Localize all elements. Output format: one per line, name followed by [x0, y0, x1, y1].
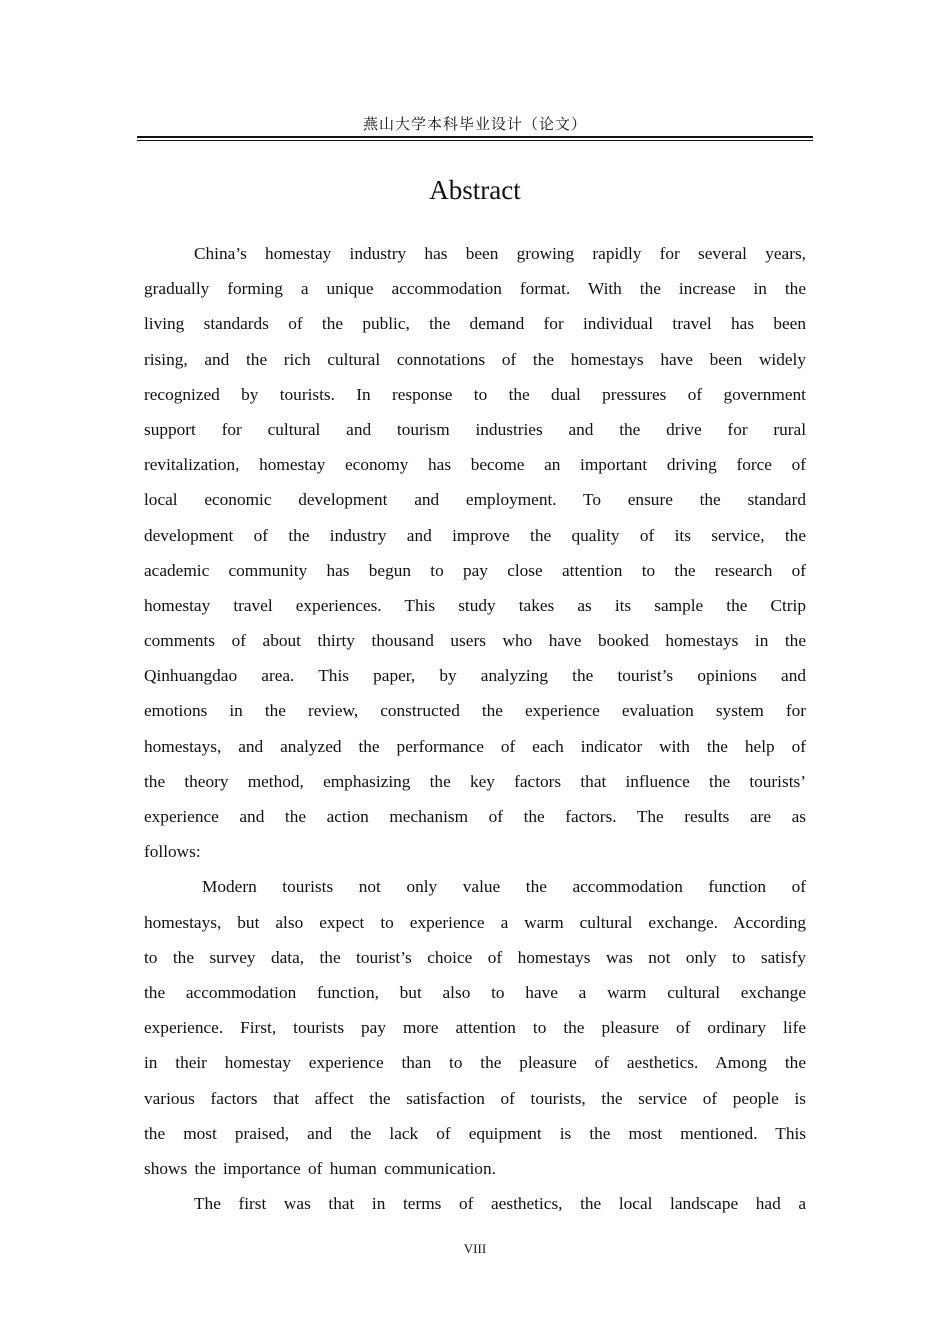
- text-line: homestay travel experiences. This study takes as its sample the Ctrip: [144, 595, 806, 615]
- text-line: experience. First, tourists pay more attention to the pleasure of ordinary life: [144, 1018, 806, 1038]
- header-rule: [137, 136, 813, 138]
- text-line: development of the industry and improve the quality of its service, the: [144, 525, 806, 545]
- text-line: to the survey data, the tourist’s choice of homestays was not only to satisfy: [144, 947, 806, 967]
- text-line: support for cultural and tourism industries and the drive for rural: [144, 419, 806, 439]
- text-line: comments of about thirty thousand users who have booked homestays in the: [144, 631, 806, 651]
- paragraph: [144, 236, 806, 869]
- text-line: gradually forming a unique accommodation format. With the increase in the: [144, 279, 806, 299]
- text-line: local economic development and employment. To ensure the standard: [144, 490, 806, 510]
- text-line: the theory method, emphasizing the key factors that influence the tourists’: [144, 771, 806, 791]
- text-line: in their homestay experience than to the pleasure of aesthetics. Among the: [144, 1053, 806, 1073]
- text-line: homestays, but also expect to experience a warm cultural exchange. According: [144, 912, 806, 932]
- header-rule-thin: [137, 140, 813, 141]
- text-line: living standards of the public, the demand for individual travel has been: [144, 314, 806, 334]
- text-line: experience and the action mechanism of the factors. The results are as: [144, 807, 806, 826]
- text-line: revitalization, homestay economy has become an important driving force of: [144, 455, 806, 475]
- page-title: Abstract: [429, 175, 521, 205]
- text-line: shows the importance of human communication.: [144, 1158, 496, 1178]
- paragraph: [144, 1186, 806, 1221]
- text-line: homestays, and analyzed the performance of each indicator with the help of: [144, 736, 806, 756]
- text-line: the most praised, and the lack of equipment is the most mentioned. This: [144, 1123, 806, 1143]
- abstract-body: [144, 236, 806, 1221]
- paragraph: [144, 869, 806, 1186]
- text-line: the accommodation function, but also to have a warm cultural exchange: [144, 982, 806, 1002]
- page-number: VIII: [463, 1241, 487, 1256]
- text-line: recognized by tourists. In response to the dual pressures of government: [144, 384, 806, 404]
- text-line: Qinhuangdao area. This paper, by analyzing the tourist’s opinions and: [144, 666, 806, 686]
- text-line: academic community has begun to pay close attention to the research of: [144, 560, 806, 580]
- text-line: The first was that in terms of aesthetics, the local landscape had a: [194, 1194, 806, 1214]
- text-line: China’s homestay industry has been growing rapidly for several years,: [194, 244, 806, 263]
- text-line: Modern tourists not only value the accommodation function of: [202, 877, 806, 897]
- text-line: rising, and the rich cultural connotations of the homestays have been widely: [144, 349, 806, 369]
- text-line: emotions in the review, constructed the experience evaluation system for: [144, 701, 806, 721]
- running-header: 燕山大学本科毕业设计（论文）: [362, 115, 587, 133]
- text-line: follows:: [144, 842, 201, 862]
- text-line: various factors that affect the satisfaction of tourists, the service of people is: [144, 1088, 806, 1108]
